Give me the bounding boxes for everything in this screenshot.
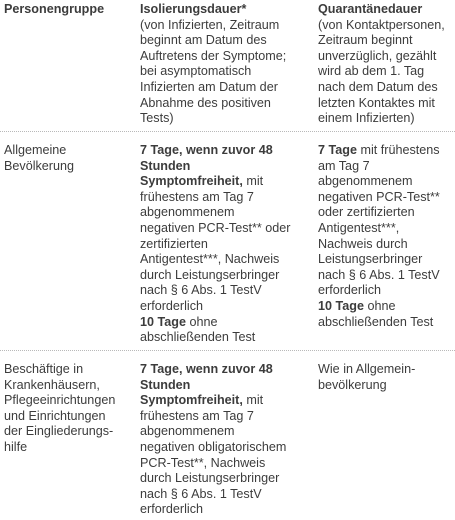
quarantine-body-line: am Tag 7	[318, 158, 370, 173]
isolation-body-line: zertifizierten	[140, 236, 208, 251]
header-personengruppe	[0, 0, 140, 18]
quarantine-body-line: Nachweis durch	[318, 236, 408, 251]
header-detail-line: Zeitraum beginnt	[318, 33, 413, 48]
isolation-body-line: Antigentest***, Nachweis	[140, 252, 280, 267]
group-line: Bevölkerung	[4, 158, 75, 173]
quarantine-body-line: Leistungserbringer	[318, 252, 423, 267]
header-detail-line: Tests)	[140, 111, 174, 126]
header-detail-line: unverzüglich, gezählt	[318, 48, 437, 63]
header-detail-line: wird ab dem 1. Tag	[318, 64, 425, 79]
group-line: Pflegeeinrichtungen	[4, 393, 116, 408]
header-detail-line: beginnt am Datum des	[140, 33, 267, 48]
header-title: Quarantänedauer	[318, 2, 423, 16]
isolation-bold-text: Symptomfreiheit,	[140, 393, 243, 408]
group-line: Beschäftige in	[4, 362, 84, 376]
quarantine-body-line: abgenommenem	[318, 174, 413, 189]
group-cell	[0, 351, 140, 456]
quarantine-body-line: erforderlich	[318, 283, 381, 298]
header-isolierungsdauer	[140, 0, 318, 127]
isolation-body-line: frühestens am Tag 7	[140, 408, 254, 423]
quarantine-lead-line	[318, 143, 455, 159]
quarantine-cell	[318, 132, 455, 330]
isolation-alt-body-line: abschließenden Test	[140, 330, 256, 345]
isolation-body-line: abgenommenem	[140, 205, 235, 220]
group-line: der Eingliederungs-	[4, 424, 114, 439]
isolation-alt-bold: 10 Tage	[140, 314, 186, 329]
quarantine-body-line: negativen PCR-Test**	[318, 189, 440, 204]
quarantine-bold-text: 7 Tage	[318, 143, 357, 157]
isolation-lead-line	[140, 393, 308, 409]
table-row	[0, 131, 455, 350]
quarantine-alt-line	[318, 299, 455, 315]
quarantine-text-line: bevölkerung	[318, 377, 387, 392]
isolation-lead-tail: mit	[242, 393, 264, 408]
group-line: hilfe	[4, 439, 28, 454]
quarantine-alt-body-line: abschließenden Test	[318, 314, 434, 329]
isolation-body-line: negativen obligatorischem	[140, 439, 287, 454]
isolation-body-line: nach § 6 Abs. 1 TestV	[140, 486, 262, 501]
isolation-alt-line	[140, 315, 308, 331]
isolation-bold-line: 7 Tage, wenn zuvor 48	[140, 143, 273, 157]
isolation-lead-line	[140, 174, 308, 190]
quarantine-text-line: Wie in Allgemein-	[318, 362, 416, 376]
isolation-bold-text: Symptomfreiheit,	[140, 174, 243, 189]
isolation-body-line: durch Leistungserbringer	[140, 471, 280, 486]
isolation-bold-line: Stunden	[140, 377, 191, 392]
quarantine-lead-tail: mit frühestens	[356, 143, 440, 157]
quarantine-alt-tail: ohne	[363, 298, 396, 313]
header-detail-line: Auftretens der Symptome;	[140, 48, 287, 63]
table-row	[0, 350, 455, 520]
quarantine-body-line: nach § 6 Abs. 1 TestV	[318, 267, 440, 282]
isolation-body-line: frühestens am Tag 7	[140, 189, 254, 204]
isolation-body-line: erforderlich	[140, 298, 203, 313]
isolation-cell	[140, 132, 318, 346]
header-detail-line: Abnahme des positiven	[140, 95, 271, 110]
header-quarantaenedauer	[318, 0, 455, 127]
header-detail-line: (von Kontaktpersonen,	[318, 17, 445, 32]
isolation-bold-line: Stunden	[140, 158, 191, 173]
isolation-body-line: abgenommenem	[140, 424, 235, 439]
isolation-bold-line: 7 Tage, wenn zuvor 48	[140, 362, 273, 376]
isolation-cell	[140, 351, 318, 518]
quarantine-body-line: Antigentest***,	[318, 220, 400, 235]
header-detail-line: letzten Kontaktes mit	[318, 95, 435, 110]
header-detail-line: bei asymptomatisch	[140, 64, 252, 79]
header-title: Isolierungsdauer*	[140, 2, 247, 16]
isolation-body-line: erforderlich	[140, 502, 203, 517]
header-title: Personengruppe	[4, 2, 105, 16]
isolation-body-line: nach § 6 Abs. 1 TestV	[140, 283, 262, 298]
group-line: Allgemeine	[4, 143, 67, 157]
isolation-alt-tail: ohne	[185, 314, 218, 329]
isolation-body-line: negativen PCR-Test** oder	[140, 220, 291, 235]
quarantine-alt-bold: 10 Tage	[318, 298, 364, 313]
header-detail-line: Infizierten am Datum der	[140, 79, 278, 94]
table-header-row	[0, 0, 455, 131]
quarantine-body-line: oder zertifizierten	[318, 205, 415, 220]
quarantine-cell	[318, 351, 455, 393]
header-detail-line: (von Infizierten, Zeitraum	[140, 17, 280, 32]
isolation-body-line: PCR-Test**, Nachweis	[140, 455, 266, 470]
group-line: und Einrichtungen	[4, 408, 106, 423]
isolation-lead-tail: mit	[242, 174, 264, 189]
group-line: Krankenhäusern,	[4, 377, 100, 392]
header-detail-line: nach dem Datum des	[318, 79, 438, 94]
group-cell	[0, 132, 140, 174]
isolation-body-line: durch Leistungserbringer	[140, 267, 280, 282]
header-detail-line: einem Infizierten)	[318, 111, 415, 126]
